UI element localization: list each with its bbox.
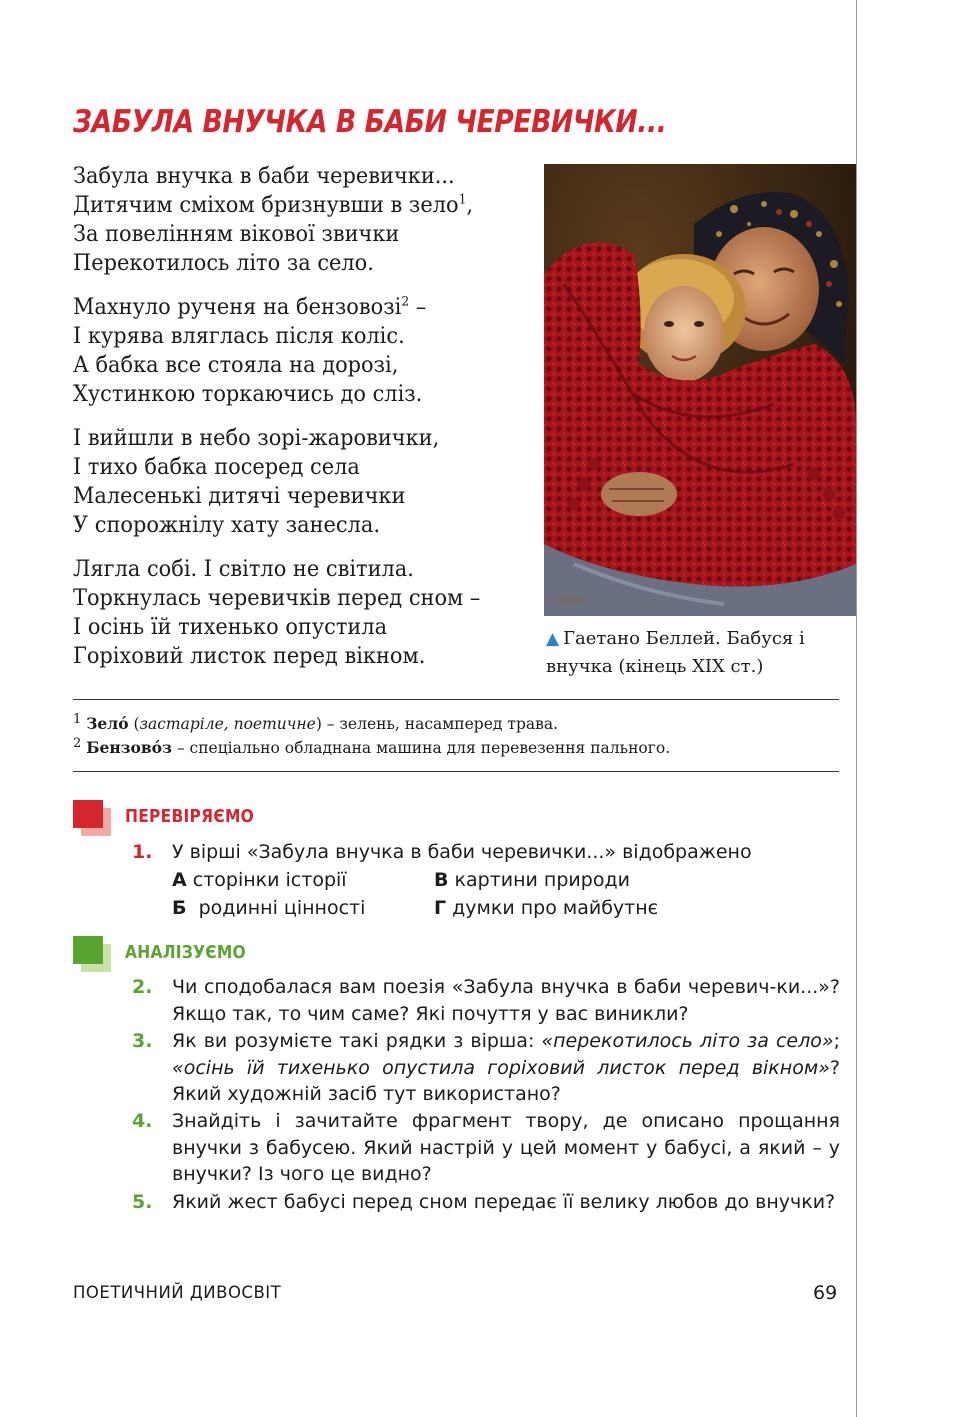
poem-stanza bbox=[73, 555, 543, 671]
poem-line-text: Махнуло рученя на бензовозі bbox=[73, 295, 402, 320]
poem-line: І тихо бабка посеред села bbox=[73, 455, 360, 480]
question-text bbox=[172, 1028, 840, 1108]
section-check-label: ПЕРЕВІРЯЄМО bbox=[125, 806, 255, 827]
footnotes-bottom-rule bbox=[73, 771, 839, 772]
footnote-mark: 2 bbox=[401, 294, 410, 310]
poem-line-punct: – bbox=[409, 295, 427, 320]
question-text: Знайдіть і зачитайте фрагмент твору, де описано прощання внучки з бабусею. Який настрій у цей момент у бабусі, а який – у внучки? Із чого це видно? bbox=[172, 1110, 840, 1185]
footnotes-top-rule bbox=[73, 699, 839, 700]
section-check-heading bbox=[73, 800, 473, 836]
footnote-mark: 2 bbox=[73, 735, 82, 751]
poem-line: Лягла собі. І світло не світила. bbox=[73, 557, 414, 582]
footnote-note: застаріле, поетичне bbox=[139, 715, 316, 733]
option-text: думки про майбутнє bbox=[446, 896, 659, 919]
option-text: родинні цінності bbox=[186, 896, 366, 919]
poem-line: І осінь їй тихенько опустила bbox=[73, 615, 388, 640]
poem bbox=[73, 162, 543, 686]
question-text: Який жест бабусі перед сном передає її велику любов до внучки? bbox=[172, 1191, 836, 1213]
section-check-square bbox=[73, 800, 103, 828]
poem-line: У спорожнілу хату занесла. bbox=[73, 513, 380, 538]
option-letter: Г bbox=[434, 896, 447, 919]
question-number: 4. bbox=[132, 1110, 153, 1132]
poem-line bbox=[73, 191, 520, 220]
option-a bbox=[172, 869, 347, 891]
option-letter: Б bbox=[172, 896, 187, 919]
page-title: ЗАБУЛА ВНУЧКА В БАБИ ЧЕРЕВИЧКИ... bbox=[73, 104, 667, 140]
option-letter: В bbox=[434, 868, 449, 891]
answer-options bbox=[172, 866, 840, 922]
poem-line: Горіховий листок перед вікном. bbox=[73, 644, 426, 669]
poem-line: Забула внучка в баби черевички... bbox=[73, 164, 455, 189]
poem-line-punct: , bbox=[466, 193, 474, 218]
poem-line: Перекотилось літо за село. bbox=[73, 251, 374, 276]
quote: «осінь їй тихенько опустила горіховий листок перед вікном» bbox=[172, 1056, 830, 1079]
poem-stanza bbox=[73, 293, 543, 409]
option-letter: А bbox=[172, 868, 187, 891]
poem-stanza bbox=[73, 162, 543, 278]
question-number: 1. bbox=[132, 841, 153, 863]
footnote-2 bbox=[73, 736, 843, 760]
question-text: Чи сподобалася вам поезія «Забула внучка в баби черевич-ки...»? Якщо так, то чим саме? Які почуття у вас виникли? bbox=[172, 976, 840, 1025]
poem-line: Малесенькі дитячі черевички bbox=[73, 484, 406, 509]
question-2 bbox=[132, 974, 840, 1027]
footnote-definition: – зелень, насамперед трава. bbox=[321, 715, 559, 733]
page-number: 69 bbox=[813, 1282, 838, 1304]
caption-text: Гаетано Беллей. Бабуся і внучка (кінець XIX ст.) bbox=[546, 628, 805, 677]
quote: «перекотилось літо за село» bbox=[541, 1030, 834, 1052]
question-number: 3. bbox=[132, 1030, 153, 1052]
poem-stanza bbox=[73, 424, 543, 540]
option-b bbox=[172, 897, 365, 919]
poem-line bbox=[73, 293, 520, 322]
question-text: У вірші «Забула внучка в баби черевички...» відображено bbox=[172, 841, 752, 863]
option-text: картини природи bbox=[448, 868, 630, 891]
footnote-term: Зело́ bbox=[86, 714, 129, 733]
question-5 bbox=[132, 1189, 840, 1216]
option-h bbox=[434, 894, 658, 922]
poem-line: За повелінням вікової звички bbox=[73, 222, 400, 247]
option-v bbox=[434, 866, 630, 894]
footer-section-name: ПОЕТИЧНИЙ ДИВОСВІТ bbox=[73, 1283, 282, 1302]
footnote-mark: 1 bbox=[73, 711, 82, 727]
poem-line: Торкнулась черевичків перед сном – bbox=[73, 586, 481, 611]
question-text-part: ; bbox=[833, 1030, 840, 1052]
poem-line-text: Дитячим сміхом бризнувши в зело bbox=[73, 193, 459, 218]
option-row bbox=[172, 894, 840, 922]
painting-image bbox=[544, 164, 856, 616]
section-analyze-label: АНАЛІЗУЄМО bbox=[125, 942, 246, 963]
footnotes bbox=[73, 712, 843, 760]
footnote-definition: – спеціально обладнана машина для перевезення пального. bbox=[171, 739, 671, 757]
question-3 bbox=[132, 1028, 840, 1108]
painting-caption bbox=[546, 625, 846, 680]
poem-line: Хустинкою торкаючись до сліз. bbox=[73, 382, 423, 407]
question-1 bbox=[132, 839, 840, 922]
question-number: 5. bbox=[132, 1191, 153, 1213]
triangle-up-icon: ▲ bbox=[546, 629, 560, 649]
section-analyze-heading bbox=[73, 936, 473, 972]
question-number: 2. bbox=[132, 976, 153, 998]
question-text-part: ? Який художній засіб тут використано? bbox=[172, 1056, 840, 1105]
footnote-term: Бензово́з bbox=[86, 738, 172, 757]
option-text: сторінки історії bbox=[186, 868, 347, 891]
footnote-1: $^1$ Зело́ (застаріле, поетичне) – зелень, насамперед трава. bbox=[73, 711, 559, 733]
poem-line: А бабка все стояла на дорозі, bbox=[73, 353, 399, 378]
poem-line: І курява вляглась після коліс. bbox=[73, 324, 405, 349]
section-analyze-square bbox=[73, 936, 103, 964]
option-row bbox=[172, 866, 840, 894]
question-text-part: Як ви розумієте такі рядки з вірша: bbox=[172, 1030, 542, 1052]
poem-line: І вийшли в небо зорі-жаровички, bbox=[73, 426, 440, 451]
question-4 bbox=[132, 1108, 840, 1188]
page-edge-line bbox=[856, 0, 857, 1417]
painting-signature: G.Bellei bbox=[550, 596, 586, 606]
footnote-mark: 1 bbox=[458, 192, 467, 208]
